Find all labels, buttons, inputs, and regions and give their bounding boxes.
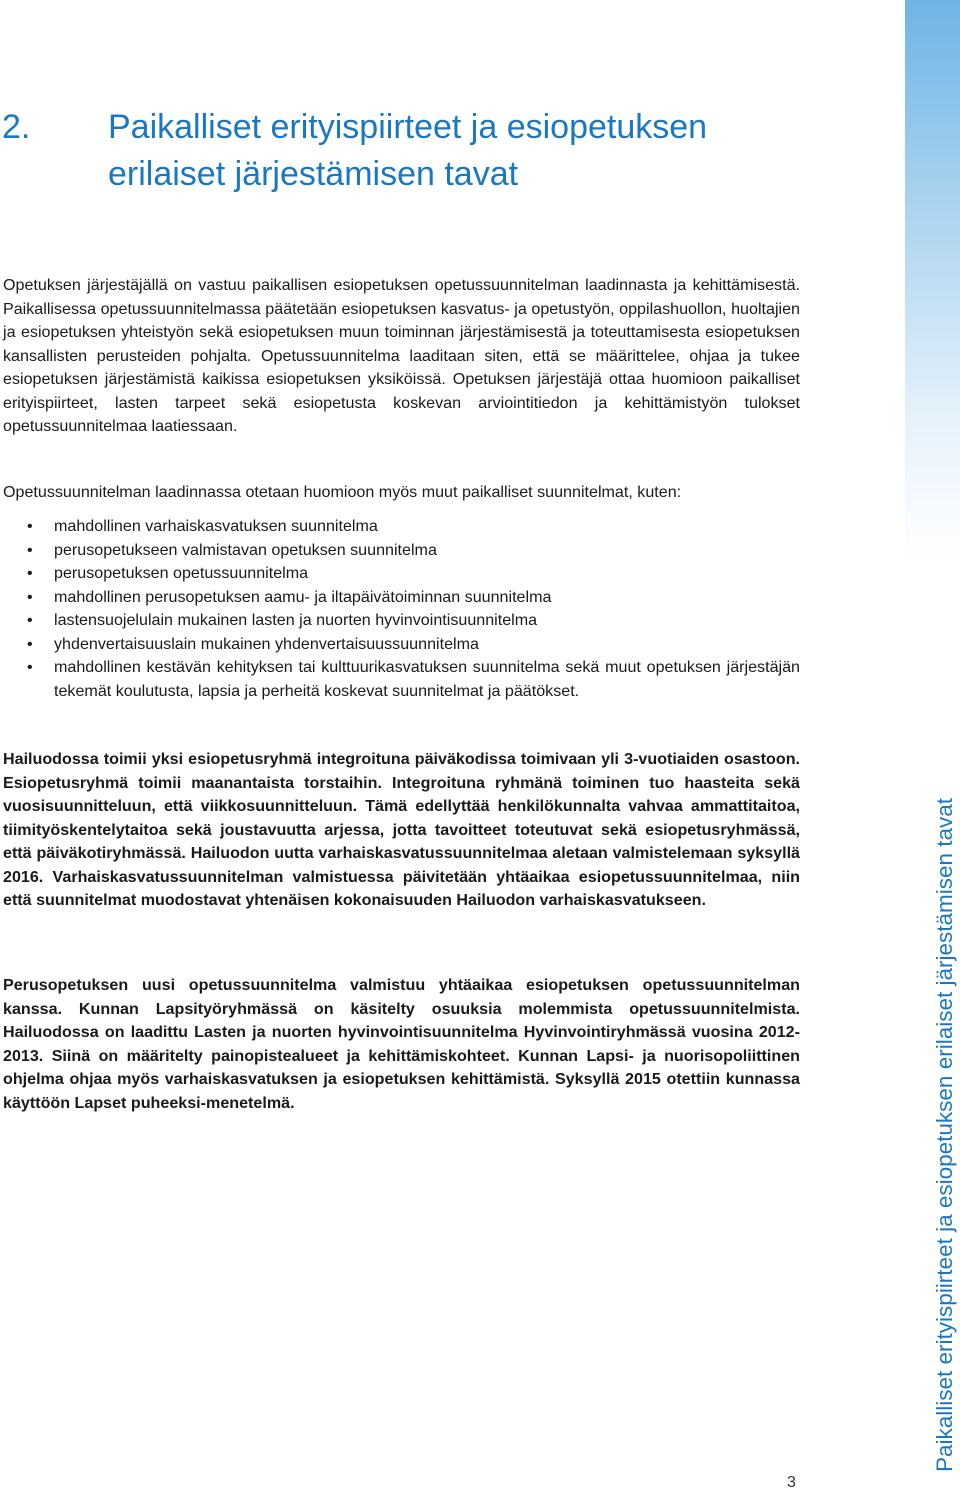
list-item-text: mahdollinen perusopetuksen aamu- ja iltapäivätoiminnan suunnitelma <box>54 587 552 606</box>
list-item-text: perusopetukseen valmistavan opetuksen suunnitelma <box>54 540 437 559</box>
list-intro-paragraph: Opetussuunnitelman laadinnassa otetaan huomioon myös muut paikalliset suunnitelmat, kuten: <box>3 483 682 501</box>
bullet-icon: • <box>27 587 33 606</box>
bullet-icon: • <box>27 540 33 559</box>
list-item <box>0 586 800 610</box>
list-item-text: perusopetuksen opetussuunnitelma <box>54 564 309 582</box>
list-item-text: mahdollinen kestävän kehityksen tai kulttuurikasvatuksen suunnitelma sekä muut opetuksen järjestäjän tekemät koulutusta, lapsia ja perheitä koskevat suunnitelmat ja päätökset. <box>54 658 800 700</box>
list-item <box>0 539 800 563</box>
intro-paragraph: Opetuksen järjestäjällä on vastuu paikallisen esiopetuksen opetussuunnitelman laadinnasta ja kehittämisestä. Paikallisessa opetussuunnitelmassa päätetään esiopetuksen kasvatus- ja opetustyön, oppilashuollon, huoltajien ja esiopetuksen yhteistyön sekä esiopetuksen muun toiminnan järjestämisestä ja toteuttamisesta esiopetuksen kansallisten perusteiden pohjalta. Opetussuunnitelma laaditaan siten, että se määrittelee, ohjaa ja tukee esiopetuksen järjestämistä kaikissa esiopetuksen yksiköissä. Opetuksen järjestäjä ottaa huomioon paikalliset erityispiirteet, lasten tarpeet sekä esiopetusta koskevan arviointitiedon ja kehittämistyön tulokset opetussuunnitelmaa laatiessaan. <box>3 276 800 435</box>
bullet-icon: • <box>27 634 33 653</box>
bullet-icon: • <box>27 611 33 629</box>
list-item <box>0 515 800 539</box>
list-item <box>0 633 800 657</box>
hailuoto-paragraph: Hailuodossa toimii yksi esiopetusryhmä integroituna päiväkodissa toimivaan yli 3-vuotiaiden osastoon. Esiopetusryhmä toimii maanantaista torstaihin. Integroituna ryhmänä toiminen tuo haasteita sekä vuosisuunnitteluun, että viikkosuunnitteluun. Tämä edellyttää henkilökunnalta vahvaa ammattitaitoa, tiimityöskentelytaitoa sekä joustavuutta arjessa, jotta tavoitteet toteutuvat sekä esiopetusryhmässä, että päiväkotiryhmässä. Hailuodon uutta varhaiskasvatussuunnitelmaa aletaan valmistelemaan syksyllä 2016. Varhaiskasvatussuunnitelman valmistuessa päivitetään yhtäaikaa esiopetussuunnitelmaa, niin että suunnitelmat muodostavat yhtenäisen kokonaisuuden Hailuodon varhaiskasvatukseen. <box>3 750 800 909</box>
list-item-text: yhdenvertaisuuslain mukainen yhdenvertaisuussuunnitelma <box>54 634 479 653</box>
list-item <box>0 656 800 703</box>
list-item <box>0 562 800 586</box>
plans-list <box>0 515 800 703</box>
bullet-icon: • <box>27 564 33 582</box>
list-item <box>0 609 800 633</box>
perusopetus-paragraph: Perusopetuksen uusi opetussuunnitelma valmistuu yhtäaikaa esiopetuksen opetussuunnitelman kanssa. Kunnan Lapsityöryhmässä on käsitelty osuuksia molemmista opetussuunnitelmista. Hailuodossa on laadittu Lasten ja nuorten hyvinvointisuunnitelma Hyvinvointiryhmässä vuosina 2012-2013. Siinä on määritelty painopistealueet ja kehittämiskohteet. Kunnan Lapsi- ja nuorisopoliittinen ohjelma ohjaa myös varhaiskasvatuksen ja esiopetuksen kehittämistä. Syksyllä 2015 otettiin kunnassa käyttöön Lapset puheeksi-menetelmä. <box>3 976 800 1112</box>
list-item-text: mahdollinen varhaiskasvatuksen suunnitelma <box>54 517 378 535</box>
bullet-icon: • <box>27 658 33 676</box>
section-title: Paikalliset erityispiirteet ja esiopetuksen erilaiset järjestämisen tavat <box>108 108 708 193</box>
sidebar-title: Paikalliset erityispiirteet ja esiopetuksen erilaiset järjestämisen tavat <box>932 797 957 1472</box>
list-item-text: lastensuojelulain mukainen lasten ja nuorten hyvinvointisuunnitelma <box>54 611 538 629</box>
bullet-icon: • <box>27 517 33 535</box>
page-number: 3 <box>787 1474 796 1491</box>
section-number: 2. <box>2 108 31 146</box>
